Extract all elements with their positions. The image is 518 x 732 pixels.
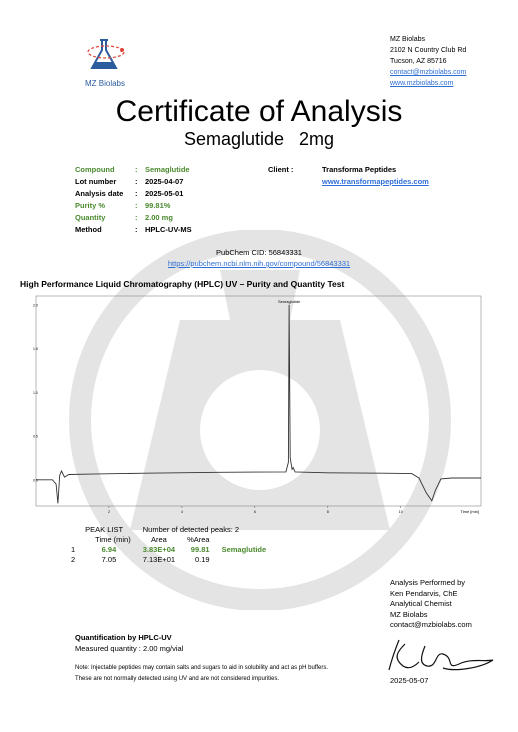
info-colon: :	[135, 225, 138, 234]
quant-title: Quantification by HPLC-UV	[75, 633, 172, 642]
x-tick-label: 6	[253, 510, 256, 514]
info-value: HPLC-UV-MS	[145, 225, 192, 234]
info-row-analysis-date	[75, 188, 192, 200]
hplc-chromatogram	[30, 290, 485, 520]
analysis-line: Analysis Performed by	[390, 578, 466, 587]
logo-text: MZ Biolabs	[84, 79, 125, 88]
plot-frame	[36, 296, 481, 506]
peak-number: 2	[71, 555, 76, 564]
analysis-performed-by	[390, 578, 472, 631]
info-value: 99.81%	[145, 201, 171, 210]
lab-logo	[70, 38, 140, 88]
lab-email-link[interactable]: contact@mzbiolabs.com	[390, 69, 467, 76]
col-pct: %Area	[187, 535, 210, 544]
pubchem-link[interactable]: https://pubchem.ncbi.nlm.nih.gov/compound/56843331	[167, 259, 351, 268]
x-tick-label: 2	[107, 510, 110, 514]
info-key: Purity %	[75, 201, 106, 210]
quantification	[75, 632, 183, 654]
hplc-section-title: High Performance Liquid Chromatography (HPLC) UV – Purity and Quantity Test	[20, 279, 345, 289]
x-tick-label: 4	[180, 510, 183, 514]
info-row-method	[75, 224, 192, 236]
signature-date: 2025-05-07	[390, 676, 429, 685]
info-colon: :	[135, 201, 138, 210]
peak-name	[216, 555, 273, 565]
note-line: These are not normally detected using UV and are not considered impurities.	[75, 676, 280, 682]
note	[75, 663, 328, 685]
peak-row	[65, 555, 272, 565]
info-key: Compound	[75, 165, 115, 174]
analyst-email: contact@mzbiolabs.com	[390, 620, 472, 629]
lab-address	[390, 34, 466, 89]
peak-list	[65, 525, 272, 565]
info-value: 2.00 mg	[145, 213, 173, 222]
quant-measured: Measured quantity : 2.00 mg/vial	[75, 644, 184, 653]
col-time: Time (min)	[95, 535, 131, 544]
info-row-purity	[75, 200, 192, 212]
info-colon: :	[135, 213, 138, 222]
info-key: Method	[75, 225, 102, 234]
document-subtitle: Semaglutide 2mg	[183, 129, 335, 149]
info-row-compound	[75, 164, 192, 176]
info-row-quantity	[75, 212, 192, 224]
info-value: 2025-04-07	[145, 177, 184, 186]
x-tick-label: 8	[326, 510, 329, 514]
detected-peaks-count: Number of detected peaks: 2	[142, 525, 240, 534]
client-website-link[interactable]: www.transformapeptides.com	[322, 177, 429, 186]
lab-website-link[interactable]: www.mzbiolabs.com	[390, 80, 454, 87]
peak-area: 3.83E+04	[142, 545, 176, 554]
client-label: Client :	[268, 165, 294, 174]
pubchem-info	[0, 247, 518, 269]
y-tick-label: 2.0	[33, 303, 38, 308]
peak-label: Semaglutide	[278, 298, 301, 304]
peak-number: 1	[71, 545, 76, 554]
peak-time: 7.05	[101, 555, 117, 564]
analyst-name: Ken Pendarvis, ChE	[390, 588, 458, 598]
x-tick-label: 10	[398, 510, 403, 514]
info-key: Quantity	[75, 213, 106, 222]
chromatogram-trace	[36, 305, 481, 504]
signature	[385, 636, 500, 676]
client-name: Transforma Peptides	[322, 165, 397, 174]
col-area: Area	[150, 535, 167, 544]
sample-info	[75, 164, 192, 236]
flask-icon	[82, 38, 128, 72]
y-tick-label: 1.5	[33, 347, 38, 351]
info-key: Analysis date	[75, 189, 124, 198]
info-colon: :	[135, 177, 138, 186]
info-value: Semaglutide	[145, 165, 190, 174]
info-colon: :	[135, 165, 138, 174]
info-key: Lot number	[75, 177, 117, 186]
peak-time: 6.94	[101, 545, 117, 554]
info-colon: :	[135, 189, 138, 198]
note-line: Note: Injectable peptides may contain salts and sugars to aid in solubility and act as pH buffers.	[75, 665, 329, 671]
x-axis-label: Time [min]	[460, 509, 479, 514]
peak-list-header: PEAK LIST	[85, 525, 124, 534]
analyst-org: MZ Biolabs	[390, 609, 428, 619]
peak-row	[65, 545, 272, 555]
peak-pct: 0.19	[194, 555, 210, 564]
y-tick-label: 0.0	[33, 478, 38, 483]
address-line: 2102 N Country Club Rd	[390, 47, 467, 54]
address-line: Tucson, AZ 85716	[390, 58, 447, 65]
y-tick-label: 1.0	[33, 390, 38, 395]
peak-area: 7.13E+01	[142, 555, 176, 564]
document-title: Certificate of Analysis	[115, 95, 403, 128]
client-info	[268, 164, 429, 188]
analyst-title: Analytical Chemist	[390, 599, 452, 608]
info-row-lot	[75, 176, 192, 188]
peak-name: Semaglutide	[221, 545, 267, 554]
address-line: MZ Biolabs	[390, 36, 426, 43]
y-tick-label: 0.5	[33, 434, 38, 439]
pubchem-cid: PubChem CID: 56843331	[216, 248, 302, 257]
peak-pct: 99.81	[190, 545, 210, 554]
info-value: 2025-05-01	[145, 189, 184, 198]
